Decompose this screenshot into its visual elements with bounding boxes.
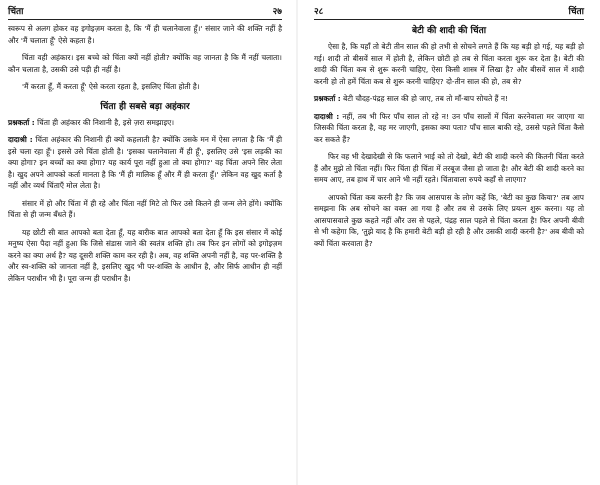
paragraph: संसार में हो और चिंता में ही रहे और चिंता नहीं मिटे तो फिर उसे कितने ही जन्म लेने होंगे। क्योंकि चिंता से ही जन्म बँधते हैं। xyxy=(8,198,282,219)
question xyxy=(8,117,282,129)
left-running-head xyxy=(8,4,282,20)
section-heading: चिंता ही सबसे बड़ा अहंकार xyxy=(100,101,190,112)
right-page xyxy=(300,0,592,485)
speaker-label: दादाश्री : xyxy=(314,111,340,121)
paragraph: 'मैं करता हूँ, मैं करता हूँ' ऐसे करता रहता है, इसलिए चिंता होती है। xyxy=(22,82,200,91)
running-title: चिंता xyxy=(568,7,584,17)
answer-text: चिंता अहंकार की निशानी ही क्यों कहलाती है? क्योंकि उसके मन में ऐसा लगता है कि 'मैं ही इसे चला रहा हूँ'। इससे उसे चिंता होती है। 'इसका चलानेवाला मैं ही हूँ', इसलिए उसे 'इस लड़की का क्या होगा? इन बच्चों का क्या होगा? यह कार्य पूरा नहीं हुआ तो क्या होगा?' वह चिंता अपने सिर लेता है। खुद अपने आपको कर्ता मानता है कि 'मैं ही मालिक हूँ और मैं ही करता हूँ।' लेकिन वह खुद कर्ता है नहीं और व्यर्थ चिंताएँ मोल लेता है। xyxy=(8,135,283,190)
answer xyxy=(314,111,584,146)
page-number: २८ xyxy=(314,7,324,17)
speaker-label: दादाश्री : xyxy=(8,135,33,144)
right-running-head xyxy=(314,4,584,20)
paragraph: चिंता वही अहंकार। इस बच्चे को चिंता क्यों नहीं होती? क्योंकि वह जानता है कि मैं नहीं चलाता। कौन चलाता है, उसकी उसे पड़ी ही नहीं है। xyxy=(8,53,282,74)
question-text: चिंता ही अहंकार की निशानी है, इसे ज़रा समझाइए। xyxy=(37,117,174,127)
question xyxy=(314,93,584,105)
book-gutter xyxy=(296,0,298,485)
paragraph: फिर वह भी देखादेखी से कि फलाने भाई को तो देखो, बेटी की शादी करने की कितनी चिंता करते हैं और मुझे तो चिंता नहीं। फिर चिंता ही चिंता में तरबूज जैसा हो जाता है! और बेटी की शादी करने का समय आए, तब हाथ में चार आने भी नहीं रहते। चिंतावाला रुपये कहाँ से लाएगा? xyxy=(314,152,584,184)
paragraph: स्वरूप से अलग होकर वह इगोइज़म करता है, कि 'मैं ही चलानेवाला हूँ।' संसार जाने की शक्ति नहीं है और 'मैं चलाता हूँ' ऐसे कहता है। xyxy=(8,24,282,45)
running-title: चिंता xyxy=(8,7,24,17)
paragraph: यह छोटी सी बात आपको बता देता हूँ, यह बारीक बात आपको बता देता हूँ कि इस संसार में कोई मनुष्य ऐसा पैदा नहीं हुआ कि जिसे संडास जाने की स्वतंत्र शक्ति हो। तब फिर इन लोगों को इगोइज़म करने का क्या अर्थ है? यह दूसरी शक्ति काम कर रही है। अब, वह शक्ति अपनी नहीं है, वह पर-शक्ति है और स्व-शक्ति को जानता नहीं है, इसलिए खुद भी पर-शक्ति के आधीन है, और सिर्फ आधीन ही नहीं लेकिन पराधीन भी है। पूरा जन्म ही पराधीन है। xyxy=(8,227,282,283)
paragraph: आपको चिंता कब करनी है? कि जब आसपास के लोग कहें कि, 'बेटी का कुछ किया?' तब आप समझना कि अब सोचने का वक्त आ गया है और तब से उसके लिए प्रयत्न शुरू करना। यह तो आसपासवाले कुछ कहते नहीं और उस से पहले, पंद्रह साल पहले से चिंता करता है! फिर अपनी बीवी से भी कहेगा कि, 'तुझे याद है कि हमारी बेटी बड़ी हो रही है और उसकी शादी करनी है?' अब बीवी को क्यों चिंता करवाता है? xyxy=(314,192,584,248)
section-heading: बेटी की शादी की चिंता xyxy=(411,26,487,36)
left-page xyxy=(0,0,292,485)
answer xyxy=(8,134,282,192)
answer-text: नहीं, तब भी फिर पाँच साल तो रहे न! उन पाँच सालों में चिंता करनेवाला मर जाएगा या जिसकी चिंता करता है, वह मर जाएगी, इसका क्या पता? पाँच साल बाकी रहे, उससे पहले चिंता कैसे कर सकते हैं? xyxy=(314,111,585,144)
question-text: बेटी चौदह-पंद्रह साल की हो जाए, तब तो माँ-बाप सोचते हैं न! xyxy=(343,94,508,103)
page-number: २७ xyxy=(272,7,282,17)
paragraph: ऐसा है, कि यहाँ तो बेटी तीन साल की हो तभी से सोचने लगते हैं कि यह बड़ी हो गई, यह बड़ी हो गई। शादी तो बीसवें साल में होती है, लेकिन छोटी हो तब से चिंता करता शुरू कर देता है। बेटी की शादी की चिंता कब से शुरू करनी चाहिए, ऐसा किसी शास्त्र में लिखा है? और बीसवें साल में शादी करनी हो तो हमें चिंता कब से शुरू करनी चाहिए? दो-तीन साल की हो, तब से? xyxy=(314,42,584,86)
speaker-label: प्रश्नकर्ता : xyxy=(314,94,341,103)
speaker-label: प्रश्नकर्ता : xyxy=(8,117,35,127)
